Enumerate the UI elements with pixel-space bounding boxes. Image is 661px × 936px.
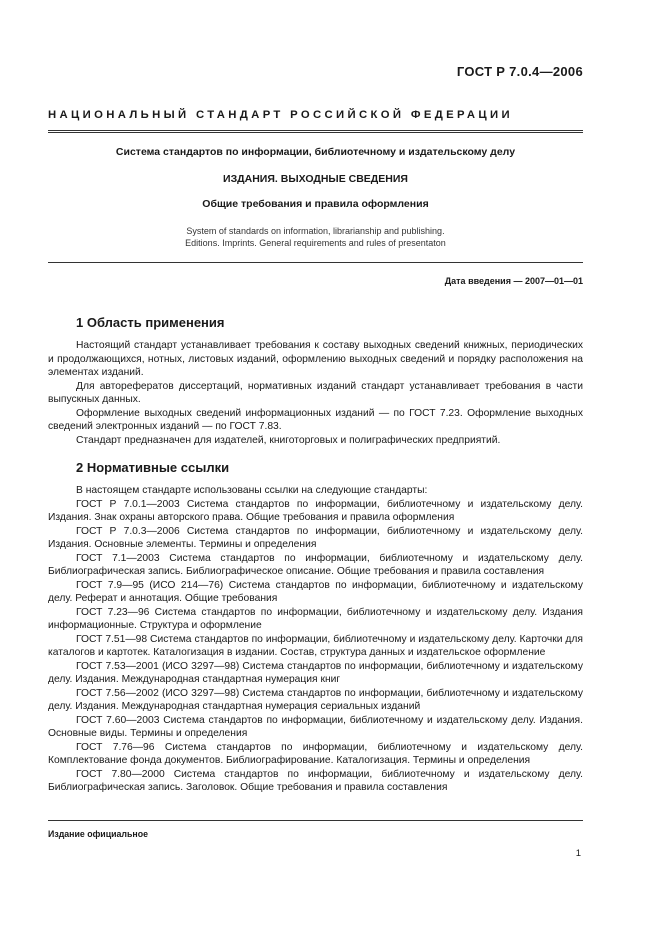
reference-item: ГОСТ 7.53—2001 (ИСО 3297—98) Система стандартов по информации, библиотечному и издательскому делу. Издания. Международная стандартная нумерация книг [48,660,583,685]
document-title: ИЗДАНИЯ. ВЫХОДНЫЕ СВЕДЕНИЯ [223,173,408,185]
header-rule-bottom [48,132,583,133]
paragraph: Стандарт предназначен для издателей, книготорговых и полиграфических предприятий. [76,434,501,446]
document-code: ГОСТ Р 7.0.4—2006 [456,64,583,79]
paragraph: В настоящем стандарте использованы ссылки на следующие стандарты: [76,485,428,496]
english-title-line: Editions. Imprints. General requirements and rules of presentaton [185,238,446,248]
reference-item: ГОСТ Р 7.0.1—2003 Система стандартов по информации, библиотечному и издательскому делу. Издания. Знак охраны авторского права. Общие требования и правила оформления [48,498,583,523]
reference-item: ГОСТ 7.51—98 Система стандартов по информации, библиотечному и издательскому делу. Карточки для каталогов и картотек. Каталогизация в издании. Состав, структура данных и издательское оформление [48,633,583,658]
paragraph: Оформление выходных сведений информационных изданий — по ГОСТ 7.23. Оформление выходных сведений электронных изданий — по ГОСТ 7.83. [48,407,583,432]
reference-item: ГОСТ 7.1—2003 Система стандартов по информации, библиотечному и издательскому делу. Библиографическая запись. Библиографическое описание. Общие требования и правила составления [48,552,583,577]
reference-item: ГОСТ 7.56—2002 (ИСО 3297—98) Система стандартов по информации, библиотечному и издательскому делу. Издания. Международная стандартная нумерация сериальных изданий [48,687,583,712]
section-heading-references: 2 Нормативные ссылки [76,460,230,475]
reference-item: ГОСТ Р 7.0.3—2006 Система стандартов по информации, библиотечному и издательскому делу. Издания. Основные элементы. Термины и определения [48,525,583,550]
introduction-date: Дата введения — 2007—01—01 [444,276,583,286]
page-number: 1 [575,848,581,859]
section-body-references [48,484,583,795]
paragraph: Для авторефератов диссертаций, нормативных изданий стандарт устанавливает требования в части выпускных данных. [48,380,583,405]
english-title [48,225,583,249]
reference-item: ГОСТ 7.9—95 (ИСО 214—76) Система стандартов по информации, библиотечному и издательскому делу. Реферат и аннотация. Общие требования [48,579,583,604]
document-subtitle: Общие требования и правила оформления [202,198,429,210]
section-heading-scope: 1 Область применения [76,315,225,330]
reference-item: ГОСТ 7.23—96 Система стандартов по информации, библиотечному и издательскому делу. Издания информационные. Структура и оформление [48,606,583,631]
paragraph: Настоящий стандарт устанавливает требования к составу выходных сведений книжных, периодических и продолжающихся, нотных, листовых изданий, оформлению выходных сведений и порядку расположения на элементах изданий. [48,340,583,378]
title-divider [48,262,583,263]
footer-rule [48,820,583,821]
national-standard-banner: НАЦИОНАЛЬНЫЙ СТАНДАРТ РОССИЙСКОЙ ФЕДЕРАЦИИ [48,109,513,121]
reference-item: ГОСТ 7.76—96 Система стандартов по информации, библиотечному и издательскому делу. Комплектование фонда документов. Библиографирование. Каталогизация. Термины и определения [48,741,583,766]
series-title: Система стандартов по информации, библиотечному и издательскому делу [115,146,516,158]
reference-item: ГОСТ 7.60—2003 Система стандартов по информации, библиотечному и издательскому делу. Издания. Основные виды. Термины и определения [48,714,583,739]
official-edition-note: Издание официальное [48,829,148,839]
english-title-line: System of standards on information, librarianship and publishing. [186,226,445,236]
header-rule-top [48,130,583,131]
section-body-scope [48,339,583,447]
reference-item: ГОСТ 7.80—2000 Система стандартов по информации, библиотечному и издательскому делу. Библиографическая запись. Заголовок. Общие требования и правила составления [48,768,583,793]
